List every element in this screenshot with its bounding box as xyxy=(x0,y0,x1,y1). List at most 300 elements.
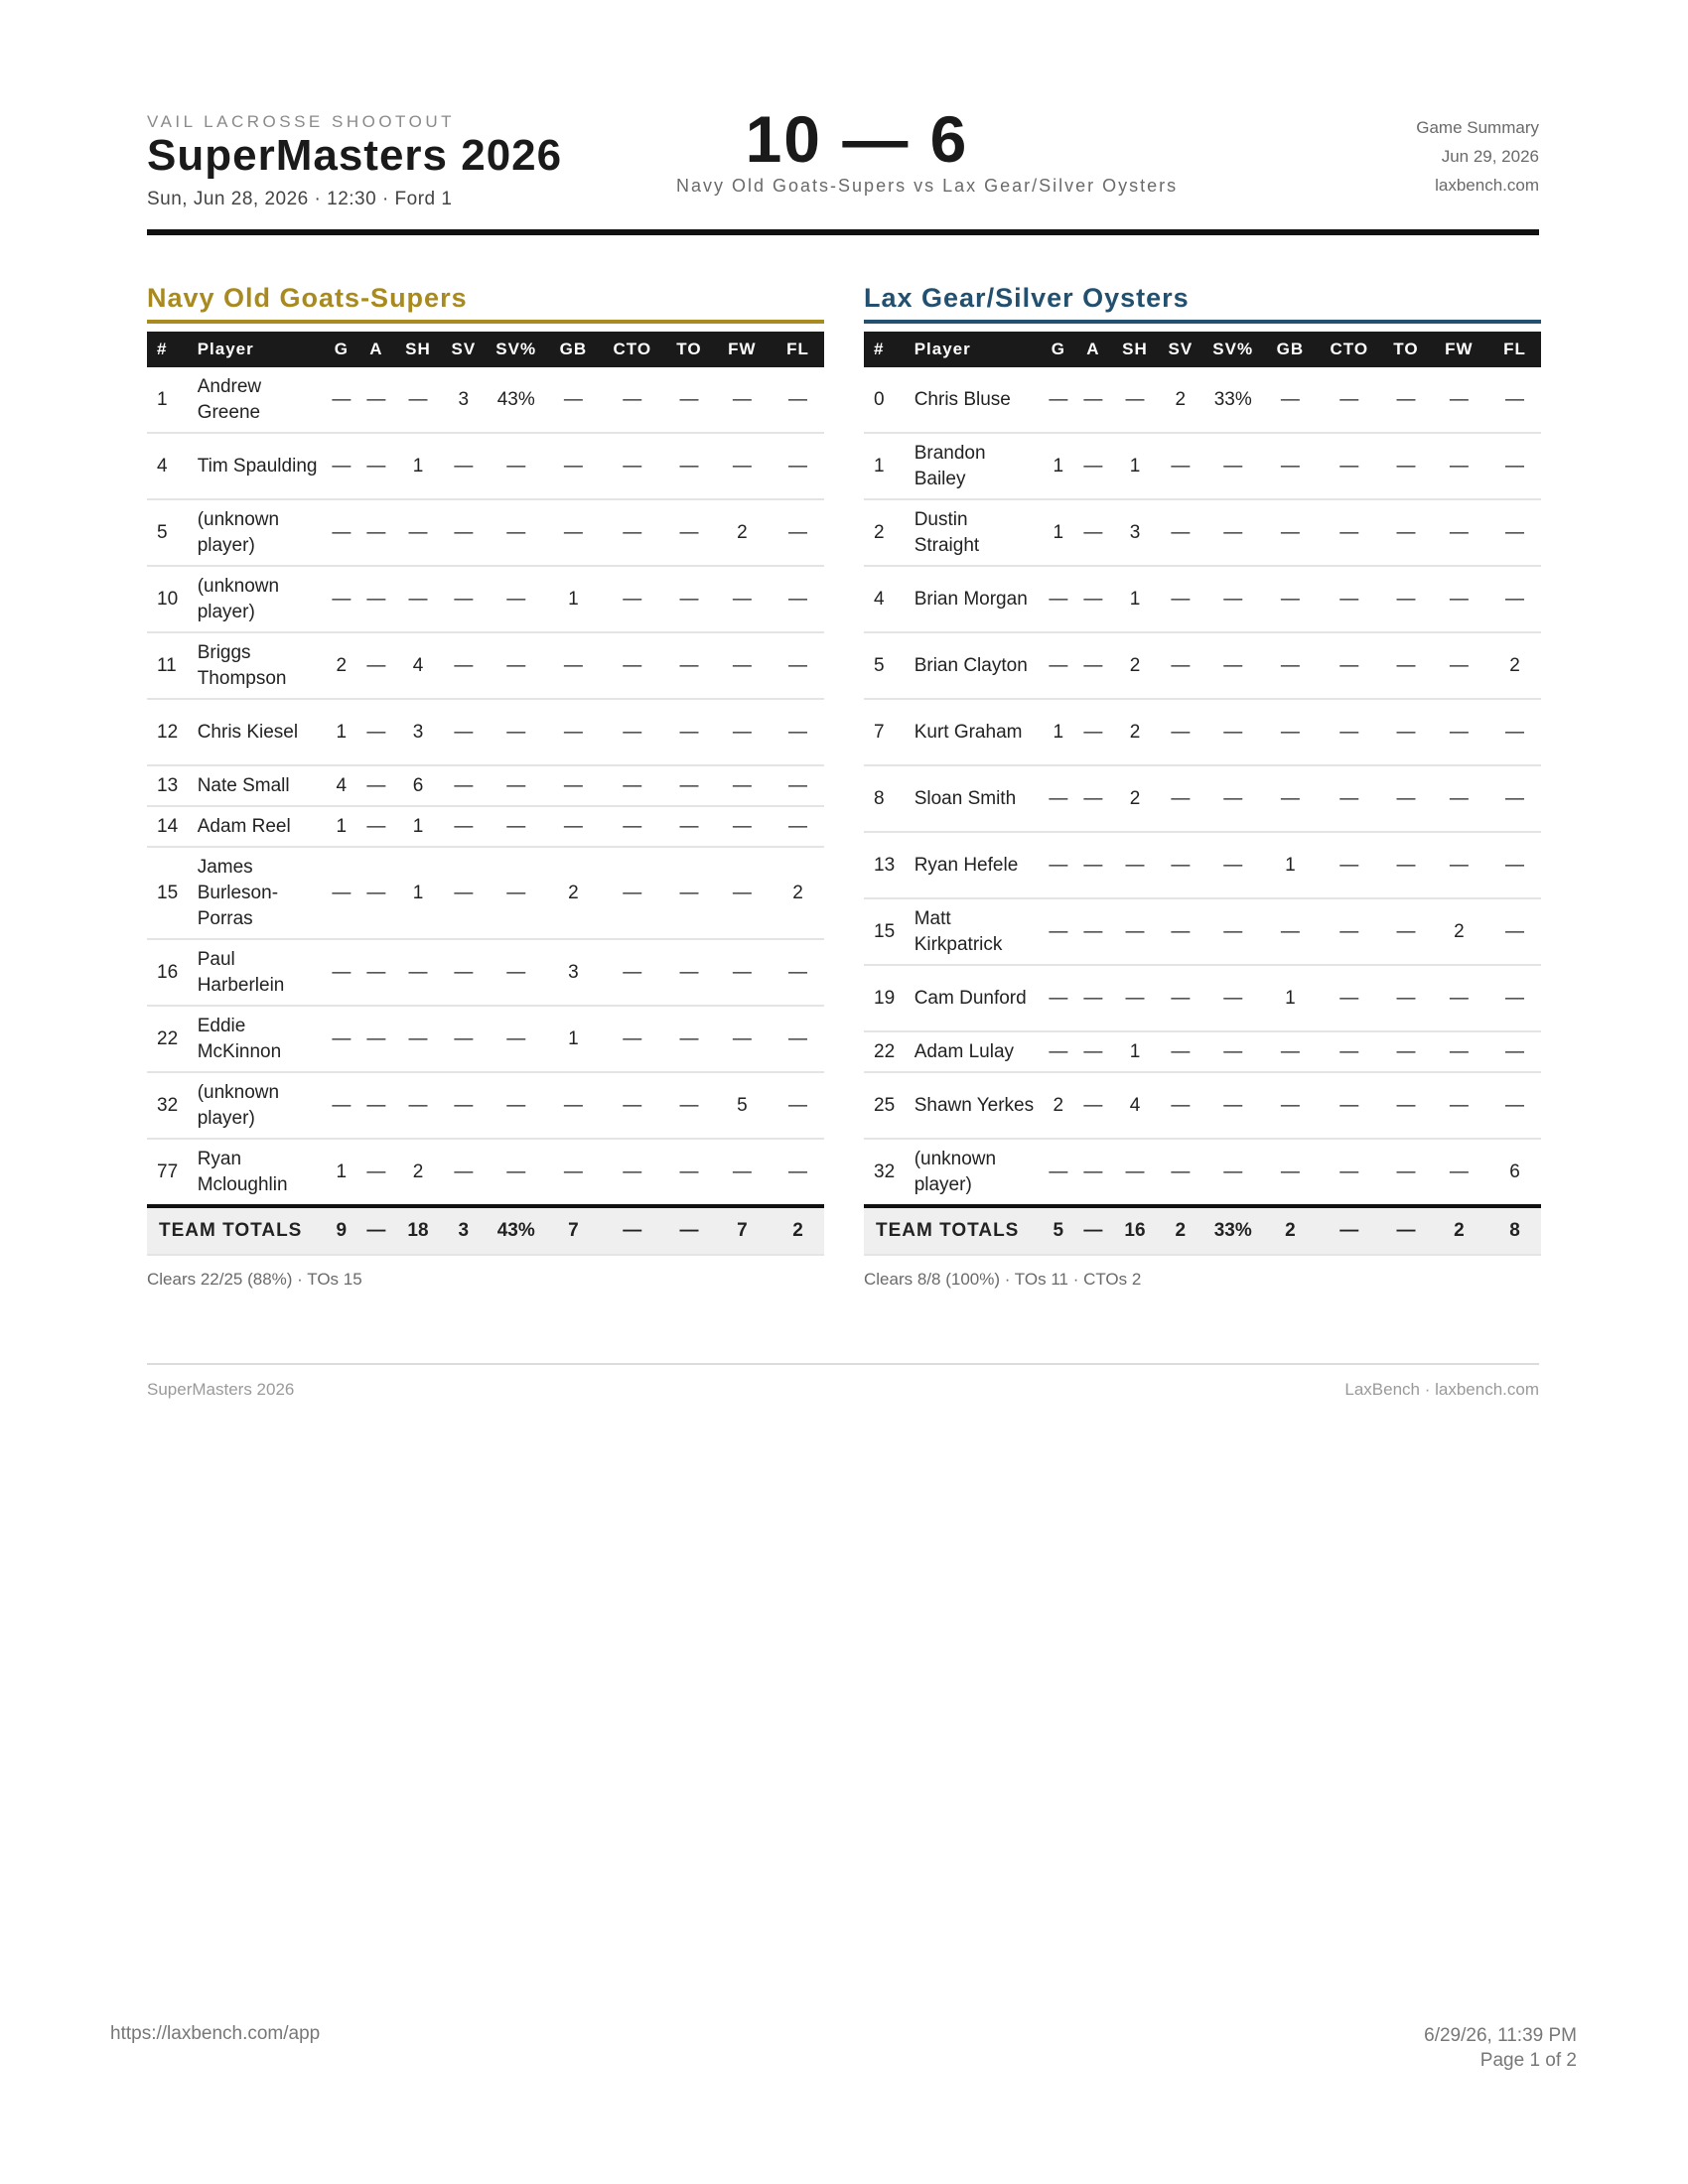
column-header: # xyxy=(147,332,198,367)
jersey-number: 15 xyxy=(864,898,914,965)
stat-cell: — xyxy=(1201,965,1265,1031)
box-score-table xyxy=(864,332,1541,1256)
stat-cell: — xyxy=(713,806,772,847)
stat-cell: 6 xyxy=(393,765,443,806)
stat-cell: — xyxy=(324,1006,359,1072)
column-header: CTO xyxy=(1316,332,1382,367)
stat-cell: — xyxy=(665,433,712,499)
stat-cell: — xyxy=(665,632,712,699)
total-cell: 16 xyxy=(1110,1206,1160,1255)
stat-cell: — xyxy=(599,847,665,939)
stat-cell: — xyxy=(359,499,394,566)
stat-cell: 4 xyxy=(393,632,443,699)
jersey-number: 12 xyxy=(147,699,198,765)
player-name: Matt Kirkpatrick xyxy=(914,898,1041,965)
stat-cell: — xyxy=(772,806,824,847)
stat-cell: 1 xyxy=(393,847,443,939)
jersey-number: 4 xyxy=(147,433,198,499)
column-header: TO xyxy=(665,332,712,367)
stat-cell: — xyxy=(1041,367,1076,433)
player-row xyxy=(864,433,1541,499)
stat-cell: — xyxy=(1076,765,1111,832)
player-name: Briggs Thompson xyxy=(198,632,324,699)
stat-cell: 4 xyxy=(324,765,359,806)
team-note: Clears 8/8 (100%) · TOs 11 · CTOs 2 xyxy=(864,1270,1142,1289)
total-cell: 3 xyxy=(443,1206,485,1255)
stat-cell: — xyxy=(324,939,359,1006)
stat-cell: 4 xyxy=(1110,1072,1160,1139)
stat-cell: — xyxy=(1382,367,1429,433)
stat-cell: — xyxy=(1382,1139,1429,1206)
stat-cell: — xyxy=(1265,1139,1317,1206)
stat-cell: 2 xyxy=(324,632,359,699)
stat-cell: — xyxy=(1382,632,1429,699)
total-cell: 2 xyxy=(1430,1206,1488,1255)
jersey-number: 25 xyxy=(864,1072,914,1139)
stat-cell: — xyxy=(359,847,394,939)
stat-cell: — xyxy=(1201,898,1265,965)
stat-cell: — xyxy=(1265,1072,1317,1139)
team-section-home xyxy=(147,283,824,1290)
total-cell: 9 xyxy=(324,1206,359,1255)
column-header: SV xyxy=(443,332,485,367)
stat-cell: — xyxy=(359,1139,394,1206)
stat-cell: — xyxy=(1041,1031,1076,1072)
page-stamp xyxy=(1424,2023,1577,2073)
stat-cell: — xyxy=(359,433,394,499)
stat-cell: — xyxy=(548,499,600,566)
player-row xyxy=(864,499,1541,566)
stat-cell: — xyxy=(1160,632,1201,699)
stat-cell: 3 xyxy=(393,699,443,765)
player-name: Adam Reel xyxy=(198,806,324,847)
stat-cell: — xyxy=(1430,1031,1488,1072)
stat-cell: — xyxy=(548,367,600,433)
column-header: G xyxy=(1041,332,1076,367)
stat-cell: — xyxy=(1076,1139,1111,1206)
player-row xyxy=(864,965,1541,1031)
stat-cell: — xyxy=(548,806,600,847)
stat-cell: 2 xyxy=(393,1139,443,1206)
stat-cell: — xyxy=(485,566,548,632)
stat-cell: — xyxy=(1488,965,1541,1031)
table-header-row xyxy=(147,332,824,367)
stat-cell: — xyxy=(1041,566,1076,632)
stat-cell: — xyxy=(443,566,485,632)
jersey-number: 15 xyxy=(147,847,198,939)
summary-block xyxy=(1416,113,1539,200)
player-name: Eddie McKinnon xyxy=(198,1006,324,1072)
stat-cell: — xyxy=(1110,832,1160,898)
stat-cell: — xyxy=(485,939,548,1006)
stat-cell: — xyxy=(1265,765,1317,832)
stat-cell: — xyxy=(665,1072,712,1139)
player-name: Ryan Mcloughlin xyxy=(198,1139,324,1206)
stat-cell: — xyxy=(1265,566,1317,632)
column-header: SV xyxy=(1160,332,1201,367)
stat-cell: — xyxy=(1160,566,1201,632)
jersey-number: 11 xyxy=(147,632,198,699)
stat-cell: — xyxy=(548,433,600,499)
stat-cell: — xyxy=(359,1072,394,1139)
event-meta: Sun, Jun 28, 2026 · 12:30 · Ford 1 xyxy=(147,189,453,209)
player-name: Sloan Smith xyxy=(914,765,1041,832)
player-name: Paul Harberlein xyxy=(198,939,324,1006)
stat-cell: — xyxy=(1041,898,1076,965)
total-cell: — xyxy=(599,1206,665,1255)
stat-cell: — xyxy=(665,765,712,806)
total-cell: — xyxy=(1382,1206,1429,1255)
stat-cell: — xyxy=(1265,499,1317,566)
stat-cell: 3 xyxy=(1110,499,1160,566)
stat-cell: — xyxy=(1160,1072,1201,1139)
event-eyebrow: VAIL LACROSSE SHOOTOUT xyxy=(147,112,456,131)
player-name: Brandon Bailey xyxy=(914,433,1041,499)
total-cell: 2 xyxy=(772,1206,824,1255)
stat-cell: — xyxy=(485,699,548,765)
stat-cell: — xyxy=(665,806,712,847)
jersey-number: 32 xyxy=(864,1139,914,1206)
stat-cell: — xyxy=(1076,1072,1111,1139)
jersey-number: 13 xyxy=(864,832,914,898)
stat-cell: — xyxy=(485,765,548,806)
stat-cell: — xyxy=(1076,499,1111,566)
matchup: Navy Old Goats-Supers vs Lax Gear/Silver Oysters xyxy=(676,176,1179,196)
stat-cell: — xyxy=(393,367,443,433)
stat-cell: 2 xyxy=(1430,898,1488,965)
report-header xyxy=(147,102,1539,232)
stat-cell: — xyxy=(1160,898,1201,965)
column-header: Player xyxy=(198,332,324,367)
player-name: James Burleson-Porras xyxy=(198,847,324,939)
stat-cell: — xyxy=(1488,367,1541,433)
footer-event: SuperMasters 2026 xyxy=(147,1380,295,1399)
stat-cell: — xyxy=(1160,1031,1201,1072)
stat-cell: — xyxy=(1316,566,1382,632)
stat-cell: — xyxy=(772,632,824,699)
team-totals-row xyxy=(147,1206,824,1255)
player-row xyxy=(864,632,1541,699)
stat-cell: — xyxy=(1110,367,1160,433)
stat-cell: 1 xyxy=(324,699,359,765)
stat-cell: — xyxy=(1076,898,1111,965)
total-cell: — xyxy=(1076,1206,1111,1255)
stat-cell: 1 xyxy=(1110,566,1160,632)
stat-cell: — xyxy=(1076,1031,1111,1072)
stat-cell: — xyxy=(1201,499,1265,566)
player-row xyxy=(864,566,1541,632)
totals-label: TEAM TOTALS xyxy=(147,1206,324,1255)
stat-cell: — xyxy=(1382,1072,1429,1139)
stat-cell: — xyxy=(1382,1031,1429,1072)
stat-cell: — xyxy=(359,1006,394,1072)
stat-cell: — xyxy=(1076,965,1111,1031)
stat-cell: 2 xyxy=(1160,367,1201,433)
total-cell: 2 xyxy=(1265,1206,1317,1255)
player-name: Tim Spaulding xyxy=(198,433,324,499)
stat-cell: — xyxy=(1265,1031,1317,1072)
stat-cell: 2 xyxy=(548,847,600,939)
stat-cell: — xyxy=(1076,632,1111,699)
player-name: Shawn Yerkes xyxy=(914,1072,1041,1139)
stat-cell: 2 xyxy=(713,499,772,566)
stat-cell: 3 xyxy=(548,939,600,1006)
player-row xyxy=(147,847,824,939)
player-name: Dustin Straight xyxy=(914,499,1041,566)
total-cell: 7 xyxy=(548,1206,600,1255)
stat-cell: — xyxy=(443,699,485,765)
column-header: FW xyxy=(1430,332,1488,367)
stat-cell: — xyxy=(1488,699,1541,765)
player-name: Nate Small xyxy=(198,765,324,806)
stat-cell: — xyxy=(548,632,600,699)
stat-cell: — xyxy=(599,632,665,699)
stat-cell: — xyxy=(1041,632,1076,699)
stat-cell: — xyxy=(772,566,824,632)
column-header: Player xyxy=(914,332,1041,367)
jersey-number: 22 xyxy=(147,1006,198,1072)
player-row xyxy=(147,499,824,566)
stat-cell: — xyxy=(665,566,712,632)
stat-cell: — xyxy=(772,499,824,566)
column-header: SH xyxy=(393,332,443,367)
stat-cell: — xyxy=(1076,832,1111,898)
stat-cell: — xyxy=(772,1072,824,1139)
summary-label: Game Summary xyxy=(1416,118,1539,137)
stat-cell: 1 xyxy=(393,806,443,847)
stat-cell: 1 xyxy=(548,566,600,632)
stat-cell: — xyxy=(1382,765,1429,832)
jersey-number: 32 xyxy=(147,1072,198,1139)
stat-cell: — xyxy=(1316,832,1382,898)
stat-cell: — xyxy=(443,847,485,939)
stat-cell: — xyxy=(1041,965,1076,1031)
stat-cell: — xyxy=(393,1006,443,1072)
player-row xyxy=(147,1006,824,1072)
stat-cell: — xyxy=(665,847,712,939)
stat-cell: — xyxy=(599,699,665,765)
stat-cell: — xyxy=(1201,765,1265,832)
stat-cell: — xyxy=(665,699,712,765)
total-cell: 5 xyxy=(1041,1206,1076,1255)
player-name: Andrew Greene xyxy=(198,367,324,433)
stat-cell: — xyxy=(1430,367,1488,433)
stat-cell: — xyxy=(772,1139,824,1206)
stat-cell: 2 xyxy=(772,847,824,939)
stat-cell: 1 xyxy=(393,433,443,499)
stat-cell: — xyxy=(1316,765,1382,832)
stat-cell: — xyxy=(359,632,394,699)
stat-cell: — xyxy=(599,433,665,499)
stat-cell: — xyxy=(324,367,359,433)
total-cell: 2 xyxy=(1160,1206,1201,1255)
stat-cell: — xyxy=(1201,632,1265,699)
summary-date: Jun 29, 2026 xyxy=(1441,147,1539,166)
stat-cell: — xyxy=(713,939,772,1006)
column-header: SV% xyxy=(485,332,548,367)
totals-label: TEAM TOTALS xyxy=(864,1206,1041,1255)
stat-cell: 2 xyxy=(1110,765,1160,832)
stat-cell: — xyxy=(548,1139,600,1206)
stat-cell: — xyxy=(1201,433,1265,499)
stat-cell: — xyxy=(443,1006,485,1072)
stat-cell: — xyxy=(1430,566,1488,632)
stat-cell: 3 xyxy=(443,367,485,433)
stat-cell: — xyxy=(1076,367,1111,433)
jersey-number: 2 xyxy=(864,499,914,566)
stat-cell: — xyxy=(1316,1031,1382,1072)
jersey-number: 1 xyxy=(147,367,198,433)
player-name: Brian Morgan xyxy=(914,566,1041,632)
stat-cell: — xyxy=(485,806,548,847)
stat-cell: — xyxy=(1316,965,1382,1031)
player-row xyxy=(864,1031,1541,1072)
jersey-number: 7 xyxy=(864,699,914,765)
stat-cell: — xyxy=(599,1139,665,1206)
column-header: GB xyxy=(548,332,600,367)
stat-cell: — xyxy=(1201,699,1265,765)
stat-cell: — xyxy=(443,806,485,847)
stat-cell: — xyxy=(1382,832,1429,898)
stat-cell: — xyxy=(1265,367,1317,433)
jersey-number: 19 xyxy=(864,965,914,1031)
stat-cell: — xyxy=(599,566,665,632)
stat-cell: — xyxy=(1316,367,1382,433)
column-header: FL xyxy=(1488,332,1541,367)
stat-cell: — xyxy=(1316,433,1382,499)
header-divider xyxy=(147,229,1539,235)
stat-cell: — xyxy=(1160,433,1201,499)
stat-cell: — xyxy=(393,939,443,1006)
stat-cell: — xyxy=(665,367,712,433)
footer-divider xyxy=(147,1363,1539,1365)
stat-cell: — xyxy=(599,765,665,806)
stat-cell: — xyxy=(772,1006,824,1072)
stat-cell: — xyxy=(1488,1031,1541,1072)
stat-cell: 2 xyxy=(1488,632,1541,699)
stat-cell: — xyxy=(1430,1072,1488,1139)
footer-brand: LaxBench · laxbench.com xyxy=(1344,1380,1539,1399)
stat-cell: — xyxy=(713,433,772,499)
player-name: (unknown player) xyxy=(198,566,324,632)
stat-cell: — xyxy=(1488,832,1541,898)
stat-cell: — xyxy=(1430,433,1488,499)
player-row xyxy=(864,1139,1541,1206)
box-score-table xyxy=(147,332,824,1256)
stat-cell: — xyxy=(713,1139,772,1206)
jersey-number: 14 xyxy=(147,806,198,847)
column-header: # xyxy=(864,332,914,367)
stat-cell: — xyxy=(359,367,394,433)
stat-cell: — xyxy=(548,699,600,765)
stat-cell: — xyxy=(548,765,600,806)
player-row xyxy=(864,1072,1541,1139)
stat-cell: — xyxy=(599,1006,665,1072)
column-header: FW xyxy=(713,332,772,367)
stat-cell: — xyxy=(1041,765,1076,832)
player-name: (unknown player) xyxy=(198,499,324,566)
stat-cell: — xyxy=(713,1006,772,1072)
jersey-number: 0 xyxy=(864,367,914,433)
stat-cell: — xyxy=(443,433,485,499)
stat-cell: — xyxy=(599,499,665,566)
stat-cell: — xyxy=(1160,832,1201,898)
stat-cell: — xyxy=(359,566,394,632)
stat-cell: — xyxy=(665,1006,712,1072)
stat-cell: — xyxy=(485,499,548,566)
stat-cell: — xyxy=(443,1072,485,1139)
player-name: Cam Dunford xyxy=(914,965,1041,1031)
player-row xyxy=(147,765,824,806)
player-name: Adam Lulay xyxy=(914,1031,1041,1072)
summary-site: laxbench.com xyxy=(1435,176,1539,195)
stat-cell: — xyxy=(1110,1139,1160,1206)
stat-cell: — xyxy=(1488,433,1541,499)
column-header: A xyxy=(1076,332,1111,367)
stat-cell: — xyxy=(772,765,824,806)
team-name: Lax Gear/Silver Oysters xyxy=(864,283,1541,324)
stat-cell: — xyxy=(665,1139,712,1206)
stat-cell: 1 xyxy=(1265,832,1317,898)
stat-cell: — xyxy=(713,765,772,806)
player-row xyxy=(147,566,824,632)
stat-cell: — xyxy=(599,367,665,433)
stat-cell: — xyxy=(485,433,548,499)
total-cell: 33% xyxy=(1201,1206,1265,1255)
stat-cell: — xyxy=(1160,965,1201,1031)
stat-cell: — xyxy=(1430,1139,1488,1206)
stat-cell: — xyxy=(713,566,772,632)
stat-cell: 2 xyxy=(1110,699,1160,765)
stat-cell: — xyxy=(548,1072,600,1139)
stat-cell: — xyxy=(1201,566,1265,632)
jersey-number: 4 xyxy=(864,566,914,632)
stat-cell: — xyxy=(772,367,824,433)
stat-cell: — xyxy=(1160,1139,1201,1206)
stat-cell: 2 xyxy=(1041,1072,1076,1139)
jersey-number: 77 xyxy=(147,1139,198,1206)
stat-cell: — xyxy=(772,939,824,1006)
jersey-number: 8 xyxy=(864,765,914,832)
stat-cell: — xyxy=(1160,699,1201,765)
stat-cell: — xyxy=(443,939,485,1006)
stat-cell: — xyxy=(359,699,394,765)
player-row xyxy=(147,699,824,765)
stat-cell: — xyxy=(1316,499,1382,566)
player-name: Ryan Hefele xyxy=(914,832,1041,898)
stat-cell: 1 xyxy=(548,1006,600,1072)
stat-cell: — xyxy=(393,499,443,566)
player-name: Brian Clayton xyxy=(914,632,1041,699)
stat-cell: — xyxy=(1382,433,1429,499)
stat-cell: — xyxy=(1430,765,1488,832)
stat-cell: — xyxy=(599,939,665,1006)
team-name: Navy Old Goats-Supers xyxy=(147,283,824,324)
stat-cell: — xyxy=(665,939,712,1006)
column-header: G xyxy=(324,332,359,367)
jersey-number: 22 xyxy=(864,1031,914,1072)
stat-cell: 5 xyxy=(713,1072,772,1139)
stat-cell: 43% xyxy=(485,367,548,433)
column-header: GB xyxy=(1265,332,1317,367)
stat-cell: — xyxy=(359,939,394,1006)
stat-cell: — xyxy=(324,566,359,632)
stat-cell: — xyxy=(393,1072,443,1139)
stat-cell: — xyxy=(599,806,665,847)
table-header-row xyxy=(864,332,1541,367)
total-cell: 8 xyxy=(1488,1206,1541,1255)
stat-cell: 1 xyxy=(1265,965,1317,1031)
